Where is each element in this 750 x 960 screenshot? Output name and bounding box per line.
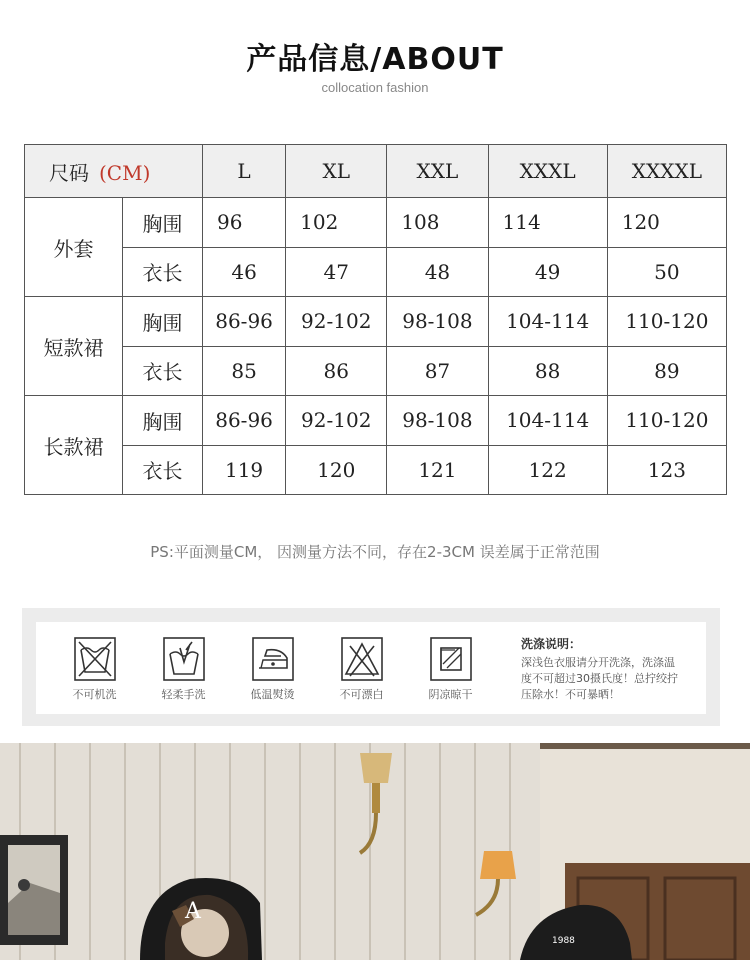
category-cell: 短款裙 [25,297,123,396]
measure-label: 胸围 [123,198,203,248]
care-label: 低温熨烫 [250,688,295,701]
table-cell: 102 [286,198,387,248]
model-photo [0,743,750,960]
care-item [317,622,406,714]
size-label-cell [25,145,203,198]
measurement-note: PS:平面测量CM， 因测量方法不同，存在2-3CM 误差属于正常范围 [150,543,600,561]
no-machine-wash-icon [73,636,117,682]
size-label: 尺码 [49,160,89,185]
page-title: 产品信息/ABOUT [246,42,504,77]
size-col-header: XXL [387,145,488,198]
photo-illustration [0,743,750,960]
care-instructions [521,622,706,714]
table-cell: 86 [286,346,387,396]
size-col-header: XL [286,145,387,198]
care-label: 不可机洗 [72,688,117,701]
table-cell: 86-96 [203,297,286,347]
table-cell: 110-120 [607,297,726,347]
table-cell: 49 [488,247,607,297]
table-cell: 96 [203,198,286,248]
table-cell: 85 [203,346,286,396]
table-cell: 104-114 [488,297,607,347]
care-icons [36,622,495,714]
size-col-header: XXXXL [607,145,726,198]
table-cell: 114 [488,198,607,248]
cap-text: 1988 [552,936,575,946]
page-subtitle: collocation fashion [321,80,429,95]
measure-label: 胸围 [123,396,203,446]
measure-label: 衣长 [123,247,203,297]
care-line: 深浅色衣服请分开洗涤，洗涤温 [521,656,675,669]
shade-dry-icon [429,636,473,682]
hand-wash-icon [162,636,206,682]
table-cell: 122 [488,445,607,495]
table-row [25,396,727,446]
table-row [25,198,727,248]
care-panel [22,608,720,726]
svg-text:A: A [185,899,201,924]
table-row [25,247,727,297]
size-header-row [25,145,727,198]
measure-label: 胸围 [123,297,203,347]
table-cell: 98-108 [387,297,488,347]
care-title: 洗涤说明： [521,637,582,651]
measure-label: 衣长 [123,445,203,495]
table-cell: 46 [203,247,286,297]
table-cell: 120 [286,445,387,495]
table-cell: 47 [286,247,387,297]
care-label: 阴凉晾干 [428,688,473,701]
table-row [25,445,727,495]
care-item [228,622,317,714]
table-cell: 123 [607,445,726,495]
measure-label: 衣长 [123,346,203,396]
table-cell: 87 [387,346,488,396]
category-cell: 外套 [25,198,123,297]
table-cell: 110-120 [607,396,726,446]
table-row [25,297,727,347]
category-cell: 长款裙 [25,396,123,495]
care-item [406,622,495,714]
table-row [25,346,727,396]
low-iron-icon [251,636,295,682]
unit-label: (CM) [99,160,151,185]
table-cell: 88 [488,346,607,396]
table-cell: 86-96 [203,396,286,446]
table-cell: 119 [203,445,286,495]
table-cell: 98-108 [387,396,488,446]
table-cell: 92-102 [286,297,387,347]
care-line: 度不可超过30摄氏度！总拧绞拧 [521,672,678,685]
care-card [36,622,706,714]
care-item [50,622,139,714]
care-label: 轻柔手洗 [161,688,206,701]
care-line: 压除水！不可暴晒！ [521,688,620,701]
table-cell: 89 [607,346,726,396]
table-cell: 50 [607,247,726,297]
size-table [24,144,727,495]
size-col-header: L [203,145,286,198]
care-label: 不可漂白 [339,688,384,701]
table-cell: 104-114 [488,396,607,446]
table-cell: 108 [387,198,488,248]
care-item [139,622,228,714]
table-cell: 120 [607,198,726,248]
table-cell: 121 [387,445,488,495]
table-cell: 48 [387,247,488,297]
size-col-header: XXXL [488,145,607,198]
table-cell: 92-102 [286,396,387,446]
no-bleach-icon [340,636,384,682]
